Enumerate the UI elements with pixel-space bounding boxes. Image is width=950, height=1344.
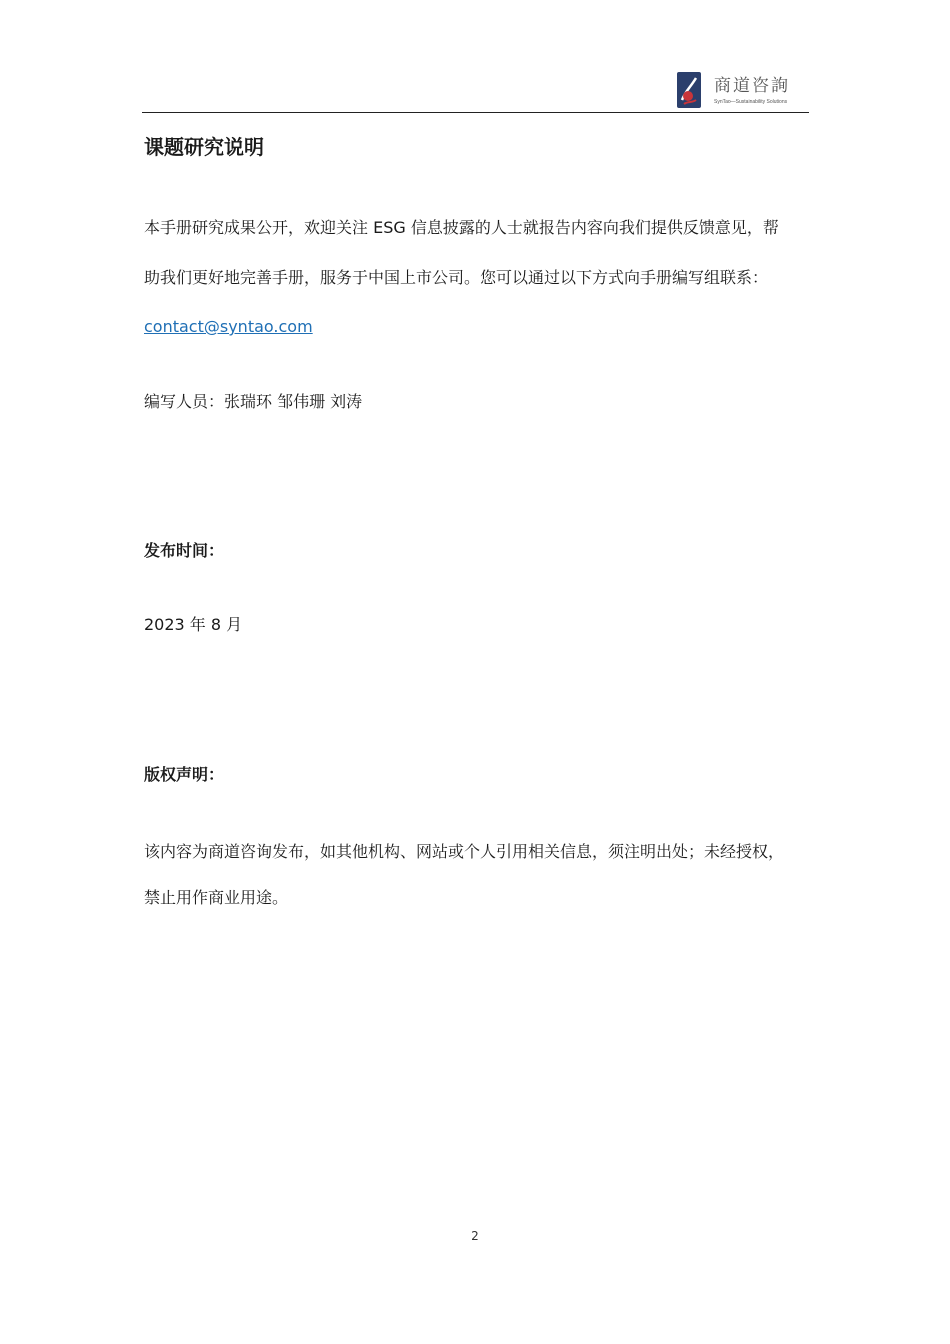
intro-paragraph-line-2: 助我们更好地完善手册，服务于中国上市公司。您可以通过以下方式向手册编写组联系：: [144, 268, 769, 287]
copyright-text-line-2: 禁止用作商业用途。: [144, 888, 289, 907]
syntao-logo: [676, 70, 806, 110]
contact-email-link[interactable]: contact@syntao.com: [144, 317, 313, 336]
page-title: 课题研究说明: [144, 135, 264, 159]
intro-paragraph-line-1: 本手册研究成果公开，欢迎关注 ESG 信息披露的人士就报告内容向我们提供反馈意见，帮: [144, 218, 779, 237]
publish-time-heading: 发布时间：: [144, 541, 225, 560]
copyright-heading: 版权声明：: [144, 765, 225, 784]
page-number: 2: [471, 1229, 479, 1243]
header-divider: [142, 112, 809, 113]
logo-name-cn: 商道咨詢: [714, 76, 790, 96]
syntao-emblem-icon: [677, 72, 701, 108]
logo-tagline: SynTao—Sustainability Solutions: [714, 99, 788, 105]
copyright-text-line-1: 该内容为商道咨询发布，如其他机构、网站或个人引用相关信息，须注明出处；未经授权，: [144, 842, 785, 861]
authors-line: 编写人员：张瑞环 邹伟珊 刘涛: [144, 392, 363, 411]
publish-date: 2023 年 8 月: [144, 615, 243, 634]
